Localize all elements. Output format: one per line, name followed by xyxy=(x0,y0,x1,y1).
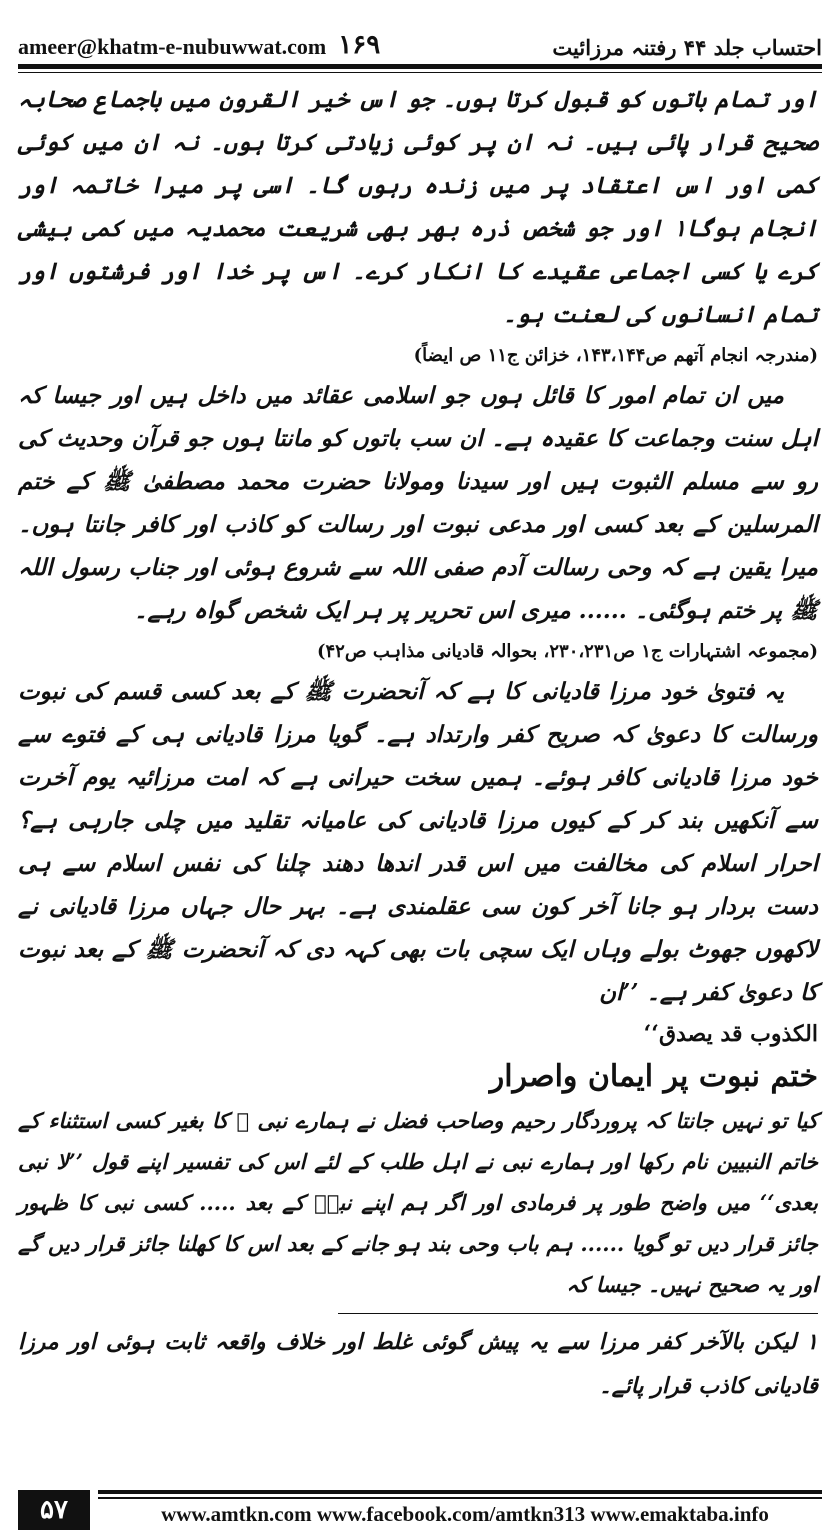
footer-urls[interactable]: www.amtkn.com www.facebook.com/amtkn313 www.emaktaba.info xyxy=(161,1502,769,1526)
paragraph-2: میں ان تمام امور کا قائل ہوں جو اسلامی عقائد میں داخل ہیں اور جیسا کہ اہل سنت وجماعت کا عقیدہ ہے۔ ان سب باتوں کو مانتا ہوں جو قرآن وحدیث کی رو سے مسلم الثبوت ہیں اور سیدنا ومولانا حضرت محمد مصطفیٰ ﷺ کے ختم المرسلین کے بعد کسی اور مدعی نبوت اور رسالت کو کاذب اور کافر جانتا ہوں۔ میرا یقین ہے کہ وحی رسالت آدم صفی اللہ سے شروع ہوئی اور جناب رسول اللہ ﷺ پر ختم ہوگئی۔ ...... میری اس تحریر پر ہر ایک شخص گواہ رہے۔ xyxy=(18,382,818,624)
page-content xyxy=(18,78,818,1408)
paragraph-3: یہ فتویٰ خود مرزا قادیانی کا ہے کہ آنحضرت ﷺ کے بعد کسی قسم کی نبوت ورسالت کا دعویٰ کہ صریح کفر وارتداد ہے۔ گویا مرزا قادیانی ہی کے فتوے سے خود مرزا قادیانی کافر ہوئے۔ ہمیں سخت حیرانی ہے کہ امت مرزائیہ یوم آخرت سے آنکھیں بند کر کے کیوں مرزا قادیانی کی عامیانہ تقلید میں چلی جارہی ہے؟ احرار اسلام کی مخالفت میں اس قدر اندھا دھند چلنا کی نفس اسلام سے ہی دست بردار ہو جانا آخر کون سی عقلمندی ہے۔ بہر حال جہاں مرزا قادیانی نے لاکھوں جھوٹ بولے وہاں ایک سچی بات بھی کہہ دی کہ آنحضرت ﷺ کے بعد نبوت کا دعویٰ کفر ہے۔ ’’ان xyxy=(18,678,819,1006)
footer-rule-thick xyxy=(98,1490,822,1494)
paragraph-1: اور تمام باتوں کو قبول کرتا ہوں۔ جو اس خیر القرون میں باجماع صحابہ صحیح قرار پائی ہیں۔ نہ ان پر کوئی زیادتی کرتا ہوں۔ نہ ان میں کوئی کمی اور اس اعتقاد پر میں زندہ رہوں گا۔ اسی پر میرا خاتمہ اور انجام ہوگا۱ اور جو شخص ذرہ بھر بھی شریعت محمدیہ میں کمی بیشی کرے یا کسی اجماعی عقیدے کا انکار کرے۔ اس پر خدا اور فرشتوں اور تمام انسانوں کی لعنت ہو۔ xyxy=(18,86,818,328)
header-page-number: ۱۶۹ xyxy=(338,30,381,60)
header-rule-thin xyxy=(18,72,822,73)
header-series-title: احتساب جلد ۴۴ رفتنہ مرزائیت xyxy=(552,35,822,60)
page-footer xyxy=(18,1490,822,1530)
reference-1: (مندرجہ انجام آتھم ص۱۴۳،۱۴۴، خزائن ج۱۱ ص ایضاً) xyxy=(413,345,818,366)
page-header xyxy=(18,8,822,60)
footer-rule-thin xyxy=(98,1497,822,1499)
section-heading: ختم نبوت پر ایمان واصرار xyxy=(489,1059,818,1094)
footer-page-box: ۵۷ xyxy=(18,1490,90,1530)
footnote: ۱ لیکن بالآخر کفر مرزا سے یہ پیش گوئی غلط اور خلاف واقعہ ثابت ہوئی اور مرزا قادیانی کاذب قرار پائے۔ xyxy=(18,1329,818,1399)
reference-2: (مجموعہ اشتہارات ج۱ ص۲۳۰،۲۳۱، بحوالہ قادیانی مذاہب ص۴۲) xyxy=(316,641,818,662)
footnote-rule xyxy=(338,1313,818,1314)
header-rule-thick xyxy=(18,64,822,69)
arabic-quote: الکذوب قد یصدق‘‘ xyxy=(643,1021,818,1047)
paragraph-4: کیا تو نہیں جانتا کہ پروردگار رحیم وصاحب فضل نے ہمارے نبی ﷺ کا بغیر کسی استثناء کے خاتم النبیین نام رکھا اور ہمارے نبی نے اہل طلب کے لئے اس کی تفسیر اپنے قول ’’لا نبی بعدی‘‘ میں واضح طور پر فرمادی اور اگر ہم اپنے نبیؐ کے بعد ..... کسی نبی کا ظہور جائز قرار دیں تو گویا ...... ہم باب وحی بند ہو جانے کے بعد اس کا کھلنا جائز قرار دیں گے اور یہ صحیح نہیں۔ جیسا کہ xyxy=(18,1108,818,1297)
header-left xyxy=(18,30,380,60)
header-email[interactable]: ameer@khatm-e-nubuwwat.com xyxy=(18,34,327,59)
